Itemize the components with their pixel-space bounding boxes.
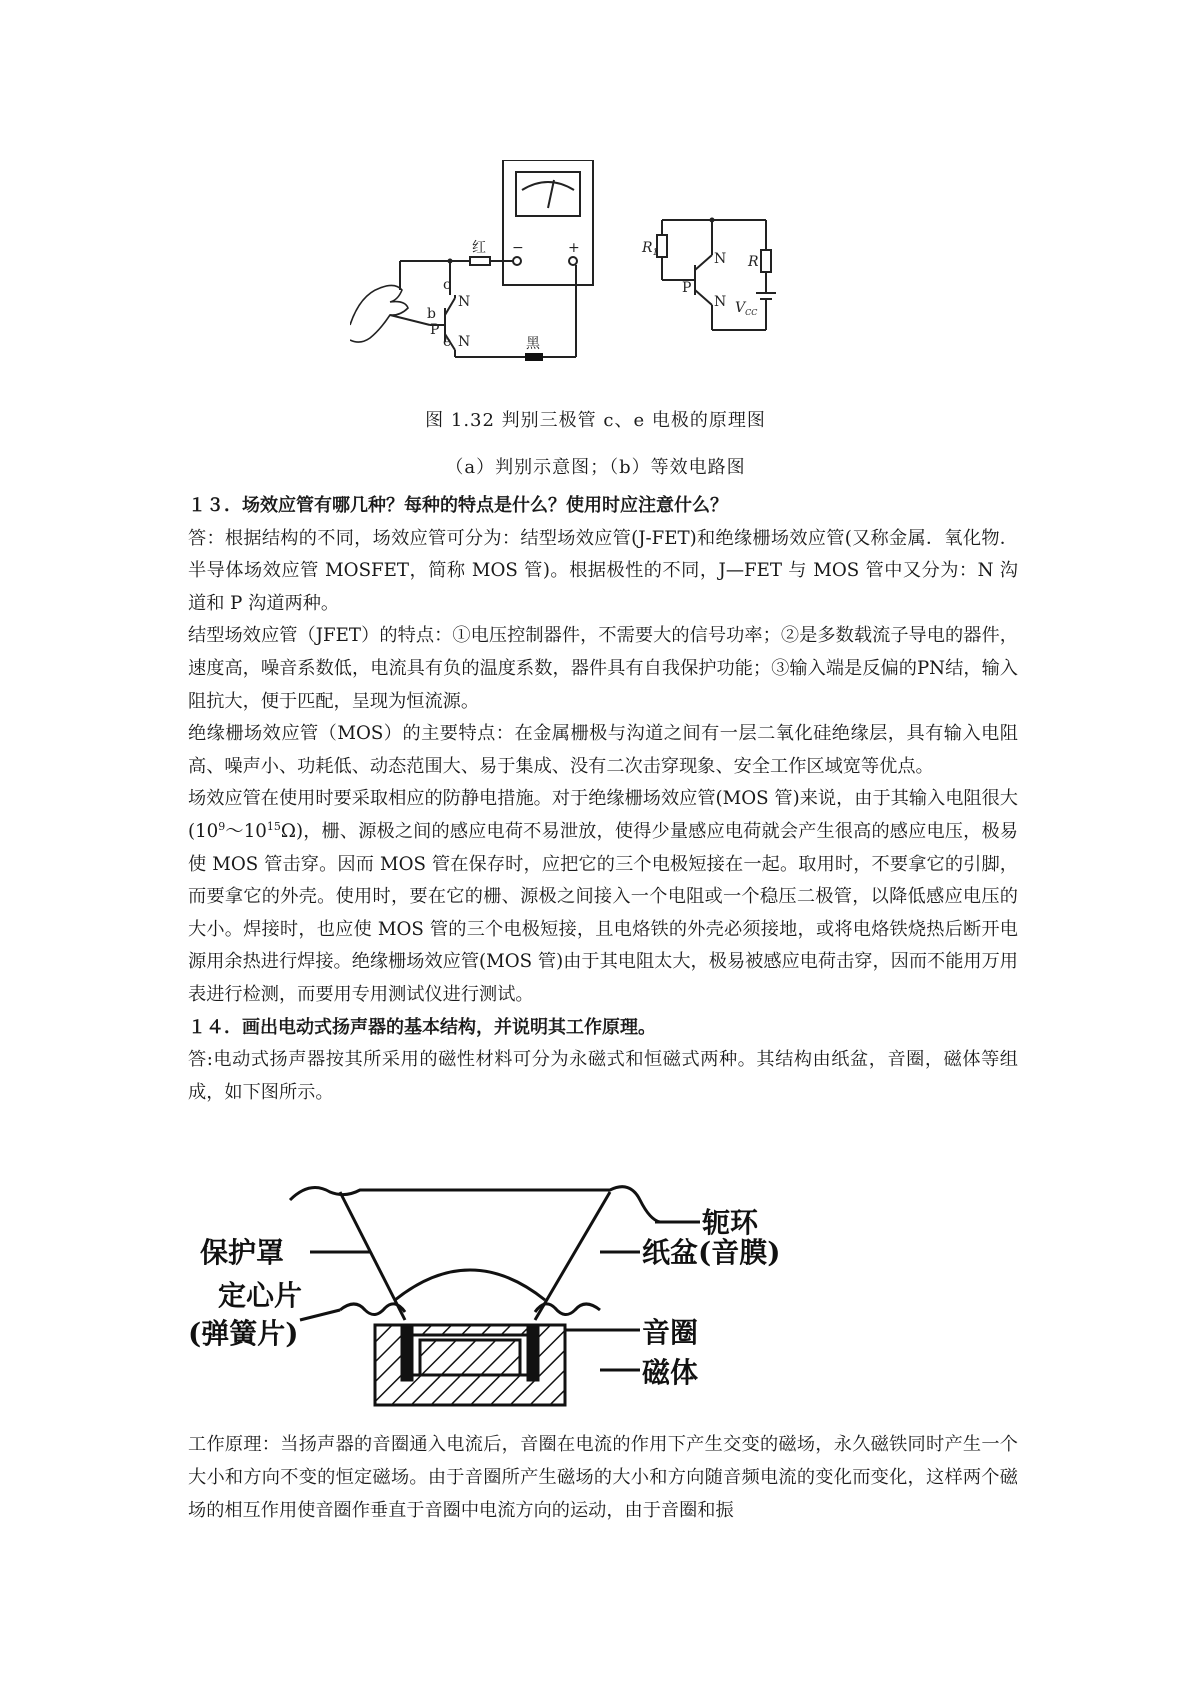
label-cone: 纸盆(音膜) [642,1236,781,1269]
label-b: b [427,306,436,322]
q13-paragraph-4: 场效应管在使用时要采取相应的防静电措施。对于绝缘栅场效应管(MOS 管)来说，由于其输入电阻很大$(10^9\sim 10^{15}\Omega)$，栅、源极之间的感应电荷不易泄放，使得少量感应电荷就会产生很高的感应电压，极易使 MOS 管击穿。因而 MOS 管在保存时，应把它的三个电极短接在一起。取用时，不要拿它的引脚，而要拿它的外壳。使用时，要在它的栅、源极之间接入一个电阻或一个稳压二极管，以降低感应电压的大小。焊接时，也应使 MOS 管的三个电极短接，且电烙铁的外壳必须接地，或将电烙铁烧热后断开电源用余热进行焊接。绝缘栅场效应管(MOS 管)由于其电阻太大，极易被感应电荷击穿，因而不能用万用表进行检测，而要用专用测试仪进行测试。 [188,788,1018,1005]
label-p: P [430,322,440,338]
label-voice-coil: 音圈 [642,1316,699,1349]
voice-coil-right [528,1325,538,1380]
q14-title: １４．画出电动式扬声器的基本结构，并说明其工作原理。 [188,1016,656,1038]
q13-title: １３．场效应管有哪几种？每种的特点是什么？使用时应注意什么？ [188,495,728,516]
voice-coil-left [402,1325,412,1380]
q13-paragraph-2: 结型场效应管（JFET）的特点：①电压控制器件，不需要大的信号功率；②是多数载流子导电的器件，速度高，噪音系数低，电流具有负的温度系数，器件具有自我保护功能；③输入端是反偏的PN结，输入阻抗大，便于匹配，呈现为恒流源。 [188,625,1018,712]
label-r: R [748,254,759,270]
label-spider: 定心片 [218,1279,303,1312]
label-r1: $R_1$ [642,240,659,258]
red-probe [470,257,490,265]
equivalent-circuit [657,220,776,330]
label-spring: (弹簧片) [188,1317,299,1350]
q13-section [188,490,1018,1109]
cone-left [340,1192,405,1320]
figure-caption: 图 1.32 判别三极管 c、e 电极的原理图 [425,410,766,431]
label-p2: P [682,280,692,296]
speaker-structure-diagram [180,1160,860,1415]
figure-subcaption: （a）判别示意图；（b）等效电路图 [445,457,746,478]
dust-cover [395,1270,545,1300]
q13-paragraph-3: 绝缘栅场效应管（MOS）的主要特点：在金属栅极与沟道之间有一层二氧化硅绝缘层，具有输入电阻高、噪声小、功耗低、动态范围大、易于集成、没有二次击穿现象、安全工作区域宽等优点。 [188,723,1018,777]
meter-dial [516,172,580,216]
spider-left [340,1304,405,1315]
label-yoke-ring: 轭环 [702,1206,759,1239]
label-c: c [443,277,451,293]
working-principle-section [188,1428,1018,1527]
label-minus: − [512,240,524,256]
q14-paragraph-1: 答:电动式扬声器按其所采用的磁性材料可分为永磁式和恒磁式两种。其结构由纸盆，音圈，磁体等组成，如下图所示。 [188,1049,1018,1103]
label-vcc: $V_{CC}$ [735,300,758,317]
spider-right [535,1304,600,1315]
label-n-top: N [458,294,471,310]
label-n3: N [714,294,727,310]
label-plus: + [568,240,580,256]
q14-paragraph-2: 工作原理：当扬声器的音圈通入电流后，音圈在电流的作用下产生交变的磁场，永久磁铁同时产生一个大小和方向不变的恒定磁场。由于音圈所产生磁场的大小和方向随音频电流的变化而变化，这样两个磁场的相互作用使音圈作垂直于音圈中电流方向的运动，由于音圈和振 [188,1434,1018,1521]
label-cover: 保护罩 [200,1236,285,1269]
label-black: 黑 [526,336,540,352]
plus-terminal [569,257,577,265]
minus-terminal [513,257,521,265]
label-n-bottom: N [458,334,471,350]
black-probe [525,353,543,361]
label-e: e [443,334,452,350]
label-red: 红 [472,240,486,256]
q13-paragraph-1: 答：根据结构的不同，场效应管可分为：结型场效应管(J-FET)和绝缘栅场效应管(又称金属．氧化物．半导体场效应管 MOSFET，简称 MOS 管)。根据极性的不同，J—FET 与 MOS 管中又分为：N 沟道和 P 沟道两种。 [188,527,1018,614]
hand-illustration [350,285,408,342]
pole-piece [420,1340,520,1375]
figure-1-32 [350,160,860,390]
label-magnet: 磁体 [642,1356,699,1389]
cone-right [535,1192,610,1320]
label-n2: N [714,251,727,267]
